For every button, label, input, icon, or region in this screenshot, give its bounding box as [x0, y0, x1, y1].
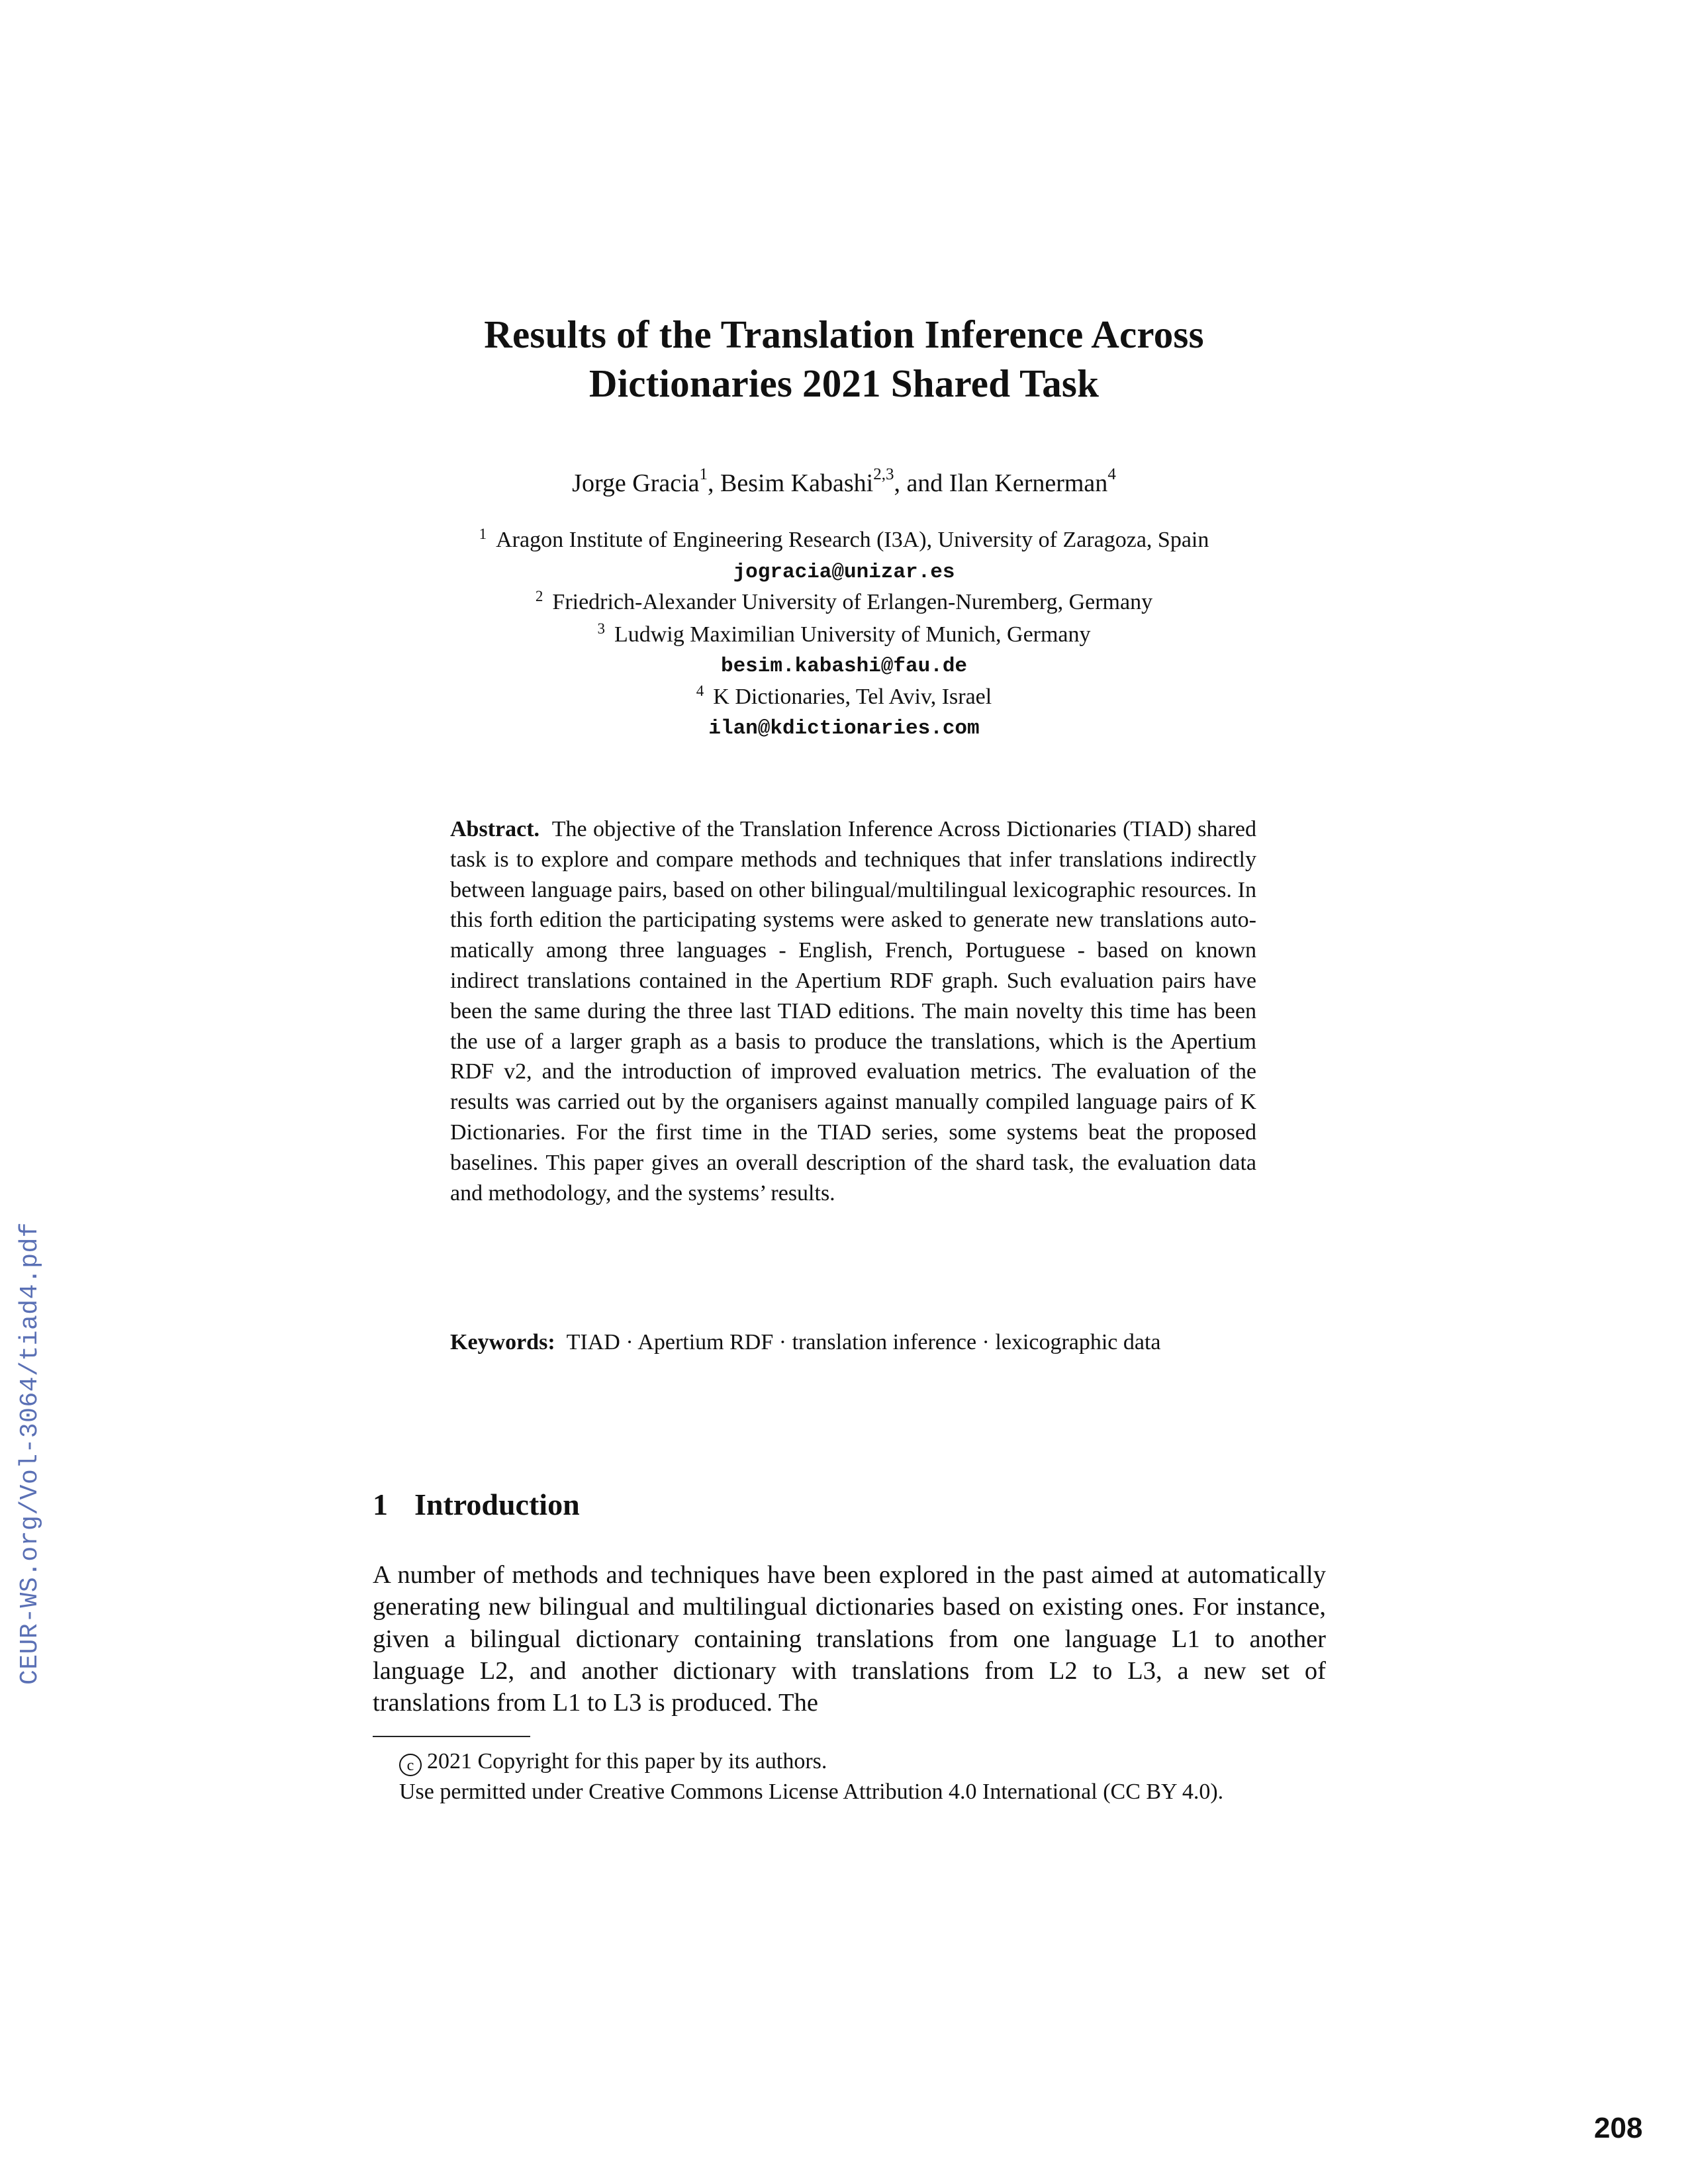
affiliation-text: K Dictionaries, Tel Aviv, Israel — [713, 684, 992, 709]
affiliation-number: 4 — [696, 682, 704, 699]
title-line-2: Dictionaries 2021 Shared Task — [588, 361, 1100, 405]
affiliation-text: Friedrich-Alexander University of Erlangen-Nuremberg, Germany — [552, 590, 1153, 614]
footnote-line-1 — [399, 1746, 1326, 1777]
author-name: Jorge Gracia — [572, 469, 700, 497]
author-name: Besim Kabashi — [720, 469, 874, 497]
paper-title — [0, 310, 1688, 408]
body-paragraph: A number of methods and techniques have been explored in the past aimed at automatically generating new bilingual and multilingual dictionaries based on existing ones. For instance, given a bilingual dictionary containing translations from one language L1 to another language L2, and another dictionary with translations from L2 to L3, a new set of translations from L1 to L3 is produced. The — [373, 1561, 1326, 1717]
copyright-text: 2021 Copyright for this paper by its authors. — [427, 1749, 827, 1774]
affiliation-number: 2 — [535, 588, 543, 604]
author-affiliation-marker: 2,3 — [873, 465, 894, 484]
author-email[interactable]: besim.kabashi@fau.de — [720, 655, 968, 678]
author-separator: , — [708, 469, 721, 497]
copyright-footnote — [399, 1746, 1326, 1807]
keywords-text: TIAD · Apertium RDF · translation inference · lexicographic data — [566, 1330, 1161, 1354]
ceur-ws-url-link[interactable]: CEUR-WS.org/Vol-3064/tiad4.pdf — [16, 1221, 44, 1685]
copyright-icon: c — [399, 1754, 422, 1776]
affiliation — [0, 587, 1688, 620]
author-list — [0, 467, 1688, 499]
affiliation-list — [0, 525, 1688, 744]
author-separator: , and — [894, 469, 949, 497]
affiliation-number: 3 — [597, 620, 605, 637]
affiliation-number: 1 — [479, 526, 487, 542]
footnote-divider — [373, 1736, 530, 1737]
affiliation — [0, 620, 1688, 652]
affiliation — [0, 525, 1688, 557]
affiliation — [0, 682, 1688, 714]
section-title: Introduction — [414, 1488, 580, 1521]
author-name: Ilan Kernerman — [949, 469, 1108, 497]
keywords-label: Keywords: — [450, 1330, 555, 1354]
page-number: 208 — [1594, 2112, 1643, 2144]
section-heading-introduction — [373, 1486, 580, 1523]
author-affiliation-marker: 1 — [699, 465, 708, 484]
title-line-1: Results of the Translation Inference Across — [484, 312, 1204, 356]
author-email[interactable]: ilan@kdictionaries.com — [708, 717, 980, 740]
author-email[interactable]: jogracia@unizar.es — [733, 560, 955, 584]
license-text: Use permitted under Creative Commons License Attribution 4.0 International (CC BY 4.0). — [399, 1779, 1224, 1804]
section-number: 1 — [373, 1488, 388, 1521]
keywords — [450, 1327, 1256, 1358]
abstract — [450, 814, 1256, 1208]
abstract-text: The objective of the Translation Inference Across Dictionaries (TIAD) shared task is to explore and compare methods and techniques that infer translations indirectly between language pairs, based on other bilingual/multilingual lexicographic resources. In this forth edition the participating systems were asked to generate new translations automatically among three languages - English, French, Portuguese - based on known indirect translations contained in the Apertium RDF graph. Such evaluation pairs have been the same during the three last TIAD editions. The main novelty this time has been the use of a larger graph as a basis to produce the translations, which is the Apertium RDF v2, and the introduction of improved evaluation metrics. The evaluation of the results was carried out by the organisers against manually compiled language pairs of K Dictionaries. For the first time in the TIAD series, some systems beat the proposed baselines. This paper gives an overall description of the shard task, the evaluation data and methodology, and the systems’ results. — [450, 817, 1257, 1206]
author-affiliation-marker: 4 — [1107, 465, 1116, 484]
abstract-label: Abstract. — [450, 817, 540, 841]
affiliation-text: Aragon Institute of Engineering Research (I3A), University of Zaragoza, Spain — [496, 528, 1209, 552]
affiliation-text: Ludwig Maximilian University of Munich, Germany — [614, 622, 1091, 647]
